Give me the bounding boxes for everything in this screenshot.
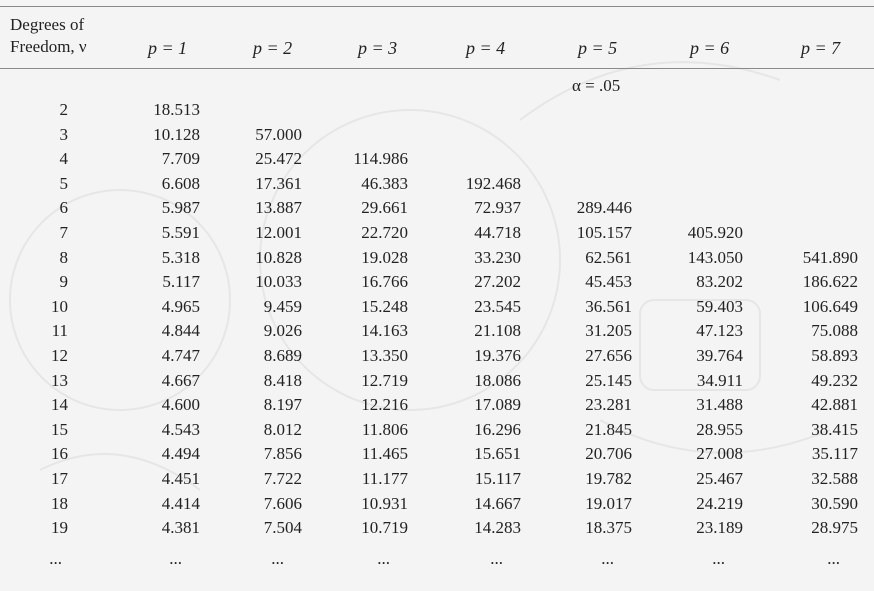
- table-cell: 29.661: [361, 198, 408, 218]
- table-cell: 10.719: [361, 518, 408, 538]
- table-cell: 34.911: [696, 370, 743, 390]
- table-cell: 11.177: [361, 469, 408, 488]
- table-cell: ...: [490, 548, 503, 568]
- header-rule: [0, 68, 874, 69]
- table-cell: 5.117: [162, 272, 200, 292]
- table-cell: 19.017: [585, 493, 632, 513]
- table-cell: 32.588: [811, 469, 858, 488]
- table-cell: 13.887: [255, 198, 302, 218]
- top-rule: [0, 6, 874, 7]
- table-cell: 13.350: [361, 346, 408, 365]
- table-cell: 18.513: [153, 100, 200, 119]
- p-column-header-1: p = 1: [148, 38, 188, 58]
- table-cell: 44.718: [474, 223, 521, 242]
- table-cell: 25.472: [255, 149, 302, 169]
- table-cell: 17.361: [255, 173, 302, 193]
- table-cell: 4.494: [161, 444, 200, 464]
- df-value: 15: [51, 419, 68, 439]
- table-cell: 9.459: [263, 296, 302, 316]
- table-cell: 28.955: [696, 419, 743, 439]
- table-cell: 30.590: [811, 493, 858, 513]
- table-cell: 11.465: [361, 444, 408, 464]
- table-cell: 5.987: [161, 198, 200, 218]
- table-cell: 8.012: [263, 419, 302, 439]
- alpha-label: α = .05: [572, 76, 621, 95]
- table-cell: 7.856: [263, 444, 302, 464]
- df-value: 12: [51, 346, 68, 365]
- table-cell: 21.845: [585, 419, 632, 439]
- table-cell: 72.937: [474, 198, 521, 218]
- table-cell: 14.163: [361, 321, 408, 341]
- table-cell: 31.488: [696, 395, 743, 415]
- table-cell: 58.893: [811, 346, 858, 365]
- df-value: 5: [59, 173, 68, 193]
- table-cell: 12.001: [255, 223, 302, 242]
- table-cell: 75.088: [811, 321, 858, 341]
- df-value: 8: [59, 247, 68, 267]
- p-column-header-3: p = 3: [358, 38, 398, 58]
- df-value: 18: [51, 493, 68, 513]
- table-cell: 83.202: [696, 272, 743, 292]
- df-value: 16: [51, 444, 68, 464]
- table-cell: 192.468: [465, 173, 521, 193]
- table-cell: 49.232: [811, 370, 858, 390]
- p-column-header-4: p = 4: [466, 38, 506, 58]
- table-cell: 22.720: [361, 223, 408, 242]
- table-cell: 15.651: [474, 444, 521, 464]
- table-cell: 7.709: [161, 149, 200, 169]
- p-column-header-2: p = 2: [253, 38, 293, 58]
- table-cell: ...: [271, 548, 284, 568]
- table-cell: 42.881: [811, 395, 858, 415]
- df-value: 13: [51, 370, 68, 390]
- p-column-header-6: p = 6: [690, 38, 730, 58]
- table-cell: 33.230: [474, 247, 521, 267]
- table-cell: 9.026: [263, 321, 302, 341]
- table-cell: 46.383: [361, 173, 408, 193]
- df-value: 9: [59, 272, 68, 292]
- table-cell: 38.415: [811, 419, 858, 439]
- table-cell: 4.414: [161, 493, 200, 513]
- table-cell: 19.028: [361, 247, 408, 267]
- table-cell: 23.281: [585, 395, 632, 415]
- table-cell: 4.844: [161, 321, 200, 341]
- table-cell: 114.986: [353, 149, 408, 169]
- table-cell: 17.089: [474, 395, 521, 415]
- table-cell: 14.283: [474, 518, 521, 538]
- table-cell: 24.219: [696, 493, 743, 513]
- table-cell: 25.145: [585, 370, 632, 390]
- table-cell: 4.381: [161, 518, 200, 538]
- table-cell: 7.504: [263, 518, 302, 538]
- df-column-header: [10, 14, 87, 58]
- df-value: 17: [51, 469, 68, 488]
- df-value: 6: [59, 198, 68, 218]
- table-cell: 27.202: [474, 272, 521, 292]
- df-value: 7: [59, 223, 68, 242]
- df-value: 10: [51, 296, 68, 316]
- df-value: 3: [59, 124, 68, 144]
- table-cell: 23.189: [696, 518, 743, 538]
- df-value: 19: [51, 518, 68, 538]
- table-cell: 541.890: [802, 247, 858, 267]
- table-cell: 4.747: [161, 346, 200, 365]
- table-cell: 10.128: [153, 124, 200, 144]
- table-cell: 405.920: [687, 223, 743, 242]
- p-column-header-7: p = 7: [801, 38, 841, 58]
- table-cell: 8.197: [263, 395, 302, 415]
- table-cell: 12.216: [361, 395, 408, 415]
- table-cell: 143.050: [687, 247, 743, 267]
- table-cell: ...: [601, 548, 614, 568]
- df-value: ...: [49, 548, 62, 568]
- df-header-line1: Degrees of: [10, 15, 85, 34]
- table-cell: 27.656: [585, 346, 632, 365]
- table-cell: 59.403: [696, 296, 743, 316]
- table-cell: 18.375: [585, 518, 632, 538]
- table-cell: 47.123: [696, 321, 743, 341]
- table-cell: 16.296: [474, 419, 521, 439]
- table-cell: 14.667: [474, 493, 521, 513]
- table-cell: 106.649: [802, 296, 858, 316]
- table-cell: 7.606: [263, 493, 302, 513]
- table-cell: ...: [169, 548, 182, 568]
- table-cell: 4.600: [161, 395, 200, 415]
- table-cell: 7.722: [263, 469, 302, 488]
- table-cell: 21.108: [474, 321, 521, 341]
- table-cell: ...: [377, 548, 390, 568]
- df-value: 11: [51, 321, 68, 341]
- table-cell: 62.561: [585, 247, 632, 267]
- table-cell: 10.828: [255, 247, 302, 267]
- table-cell: 20.706: [585, 444, 632, 464]
- table-cell: 15.248: [361, 296, 408, 316]
- table-cell: 36.561: [585, 296, 632, 316]
- table-cell: 45.453: [585, 272, 632, 292]
- table-cell: 5.591: [161, 223, 200, 242]
- table-cell: ...: [827, 548, 840, 568]
- table-cell: ...: [712, 548, 725, 568]
- table-cell: 23.545: [474, 296, 521, 316]
- table-cell: 28.975: [811, 518, 858, 538]
- table-cell: 8.418: [263, 370, 302, 390]
- table-cell: 289.446: [576, 198, 632, 218]
- df-value: 14: [51, 395, 68, 415]
- table-cell: 18.086: [474, 370, 521, 390]
- table-cell: 57.000: [255, 124, 302, 144]
- table-cell: 31.205: [585, 321, 632, 341]
- table-cell: 19.782: [585, 469, 632, 488]
- table-cell: 39.764: [696, 346, 743, 365]
- table-cell: 10.033: [255, 272, 302, 292]
- table-cell: 35.117: [811, 444, 858, 464]
- table-cell: 5.318: [161, 247, 200, 267]
- table-cell: 4.965: [161, 296, 200, 316]
- table-cell: 25.467: [696, 469, 743, 488]
- table-cell: 11.806: [361, 419, 408, 439]
- table-cell: 19.376: [474, 346, 521, 365]
- table-cell: 15.117: [474, 469, 521, 488]
- p-column-header-5: p = 5: [578, 38, 618, 58]
- table-cell: 16.766: [361, 272, 408, 292]
- table-cell: 27.008: [696, 444, 743, 464]
- table-cell: 6.608: [161, 173, 200, 193]
- df-value: 2: [59, 100, 68, 119]
- table-cell: 186.622: [802, 272, 858, 292]
- table-cell: 8.689: [263, 346, 302, 365]
- df-value: 4: [59, 149, 68, 169]
- table-cell: 4.667: [161, 370, 200, 390]
- table-cell: 4.451: [161, 469, 200, 488]
- table-cell: 12.719: [361, 370, 408, 390]
- table-cell: 105.157: [576, 223, 632, 242]
- df-header-line2: Freedom, ν: [10, 37, 87, 56]
- table-cell: 4.543: [161, 419, 200, 439]
- table-cell: 10.931: [361, 493, 408, 513]
